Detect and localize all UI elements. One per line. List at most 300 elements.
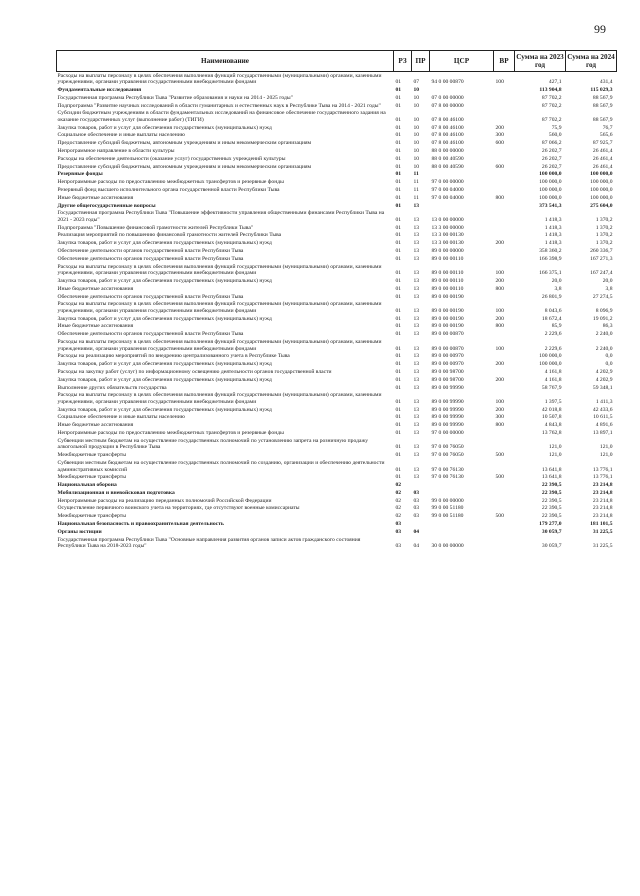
row-sum-2023: 22 390,5 xyxy=(541,497,562,504)
row-csr: 97 0 00 76050 xyxy=(431,452,464,459)
table-row xyxy=(57,155,617,163)
row-sum-2024: 1 370,2 xyxy=(595,240,613,247)
row-name: Резервные фонды xyxy=(57,171,103,178)
row-pr: 13 xyxy=(413,202,420,209)
row-vr xyxy=(494,94,515,102)
row-sum-2023: 1 418,3 xyxy=(544,216,562,223)
row-sum-2024: 100 000,0 xyxy=(590,194,613,201)
row-sum-2023: 18 672,4 xyxy=(541,315,562,322)
row-sum-2023: 42 018,8 xyxy=(541,406,562,413)
row-sum-2024: 121,0 xyxy=(599,452,613,459)
row-rz: 01 xyxy=(395,171,402,178)
row-rz: 01 xyxy=(395,430,402,436)
row-sum-2024: 431,4 xyxy=(599,79,613,86)
table-row xyxy=(57,505,617,513)
table-row xyxy=(57,277,617,285)
row-csr: 97 0 00 00000 xyxy=(431,179,464,186)
table-row xyxy=(57,132,617,140)
row-sum-2024: 1 370,2 xyxy=(595,216,613,223)
row-vr: 200 xyxy=(495,315,504,322)
budget-table xyxy=(56,50,617,550)
row-vr xyxy=(494,232,515,240)
row-pr: 13 xyxy=(413,368,420,375)
row-pr: 10 xyxy=(413,155,420,162)
table-row xyxy=(57,263,617,277)
row-name: Подпрограмма "Повышение финансовой грамотности жителей Республики Тыва" xyxy=(57,224,254,231)
row-sum-2024: 10 611,5 xyxy=(593,414,613,421)
row-csr: 89 0 00 98700 xyxy=(431,376,464,383)
row-pr: 13 xyxy=(413,331,420,338)
table-row xyxy=(57,124,617,132)
header-csr: ЦСР xyxy=(430,51,494,72)
row-name: Обеспечение деятельности органов государственной власти Республики Тыва xyxy=(57,293,244,300)
row-csr: 07 8 00 46100 xyxy=(431,132,464,139)
table-row xyxy=(57,171,617,179)
row-csr: 89 0 00 00110 xyxy=(431,270,464,277)
row-csr: 97 0 00 76050 xyxy=(431,444,464,451)
row-name: Подпрограмма "Развитие научных исследований в области гуманитарных и естественных наук в Республике Тыва на 2014 - 2021 годы" xyxy=(57,102,381,109)
row-sum-2024: 100 000,0 xyxy=(590,186,613,193)
row-pr: 11 xyxy=(413,171,419,178)
table-row xyxy=(57,414,617,422)
row-pr: 13 xyxy=(413,452,420,459)
row-sum-2024: 167 271,3 xyxy=(590,255,613,262)
row-vr: 800 xyxy=(495,422,504,429)
row-csr xyxy=(430,489,494,497)
row-name: Государственная программа Республики Тыва "Повышение эффективности управления общественными финансами Республики Тыва на 2021 - 2023 годы" xyxy=(57,210,385,223)
row-rz: 01 xyxy=(395,79,402,86)
row-sum-2024: 2 240,0 xyxy=(595,331,613,338)
row-csr xyxy=(430,171,494,179)
row-name: Органы юстиции xyxy=(57,528,102,535)
row-csr: 89 0 00 00190 xyxy=(431,315,464,322)
row-sum-2024: 1 411,3 xyxy=(595,398,613,405)
row-csr xyxy=(430,202,494,210)
row-vr xyxy=(494,497,515,505)
row-pr: 13 xyxy=(413,345,420,352)
table-row xyxy=(57,489,617,497)
row-name: Непрограммные расходы на реализацию переданных полномочий Российской Федерации xyxy=(57,497,272,504)
row-name: Межбюджетные трансферты xyxy=(57,452,126,459)
row-sum-2023: 20,0 xyxy=(551,277,562,284)
row-rz: 01 xyxy=(395,224,402,231)
table-row xyxy=(57,293,617,301)
row-pr: 13 xyxy=(413,255,420,262)
row-csr: 89 0 00 00870 xyxy=(431,331,464,338)
row-pr: 10 xyxy=(413,94,420,101)
row-sum-2023: 373 541,3 xyxy=(539,202,562,209)
row-rz: 03 xyxy=(395,543,402,550)
row-rz: 01 xyxy=(395,293,402,300)
row-rz: 01 xyxy=(395,345,402,352)
row-rz: 01 xyxy=(395,155,402,162)
row-csr: 94 0 00 00870 xyxy=(431,79,464,86)
row-sum-2023: 13 762,8 xyxy=(541,430,562,436)
row-sum-2023: 87 066,2 xyxy=(541,140,562,147)
row-name: Государственная программа Республики Тыва "Развитие образования и науки на 2014 - 2025 годы" xyxy=(57,94,293,101)
row-name: Межбюджетные трансферты xyxy=(57,513,126,520)
table-row xyxy=(57,285,617,293)
row-sum-2023: 166 398,9 xyxy=(539,255,562,262)
row-vr: 200 xyxy=(495,124,504,131)
row-pr xyxy=(412,482,430,490)
row-sum-2024: 1 370,2 xyxy=(595,232,613,239)
row-rz: 01 xyxy=(395,422,402,429)
table-row xyxy=(57,437,617,451)
row-sum-2024: 181 101,5 xyxy=(590,521,613,527)
row-name: Расходы на закупку работ (услуг) по информационному освещению деятельности органов государственной власти xyxy=(57,368,332,375)
row-pr: 10 xyxy=(413,86,420,93)
row-sum-2024: 31 225,5 xyxy=(592,528,613,535)
row-rz: 01 xyxy=(395,398,402,405)
row-sum-2023: 560,0 xyxy=(548,132,562,139)
row-csr xyxy=(430,86,494,94)
row-rz: 01 xyxy=(395,194,402,201)
row-pr: 10 xyxy=(413,163,420,170)
row-sum-2024: 20,0 xyxy=(602,277,613,284)
row-pr: 11 xyxy=(413,194,419,201)
header-sum-2023: Сумма на 2023 год xyxy=(515,51,566,72)
row-vr: 300 xyxy=(495,132,504,139)
row-name: Предоставление субсидий бюджетным, автономным учреждениям и иным некоммерческим организациям xyxy=(57,140,312,147)
row-sum-2023: 8 043,6 xyxy=(544,307,562,314)
row-name: Закупка товаров, работ и услуг для обеспечения государственных (муниципальных) нужд xyxy=(57,277,272,284)
row-pr: 04 xyxy=(413,543,420,550)
row-rz: 01 xyxy=(395,94,402,101)
row-vr xyxy=(494,536,515,550)
row-rz: 01 xyxy=(395,179,402,186)
row-rz: 01 xyxy=(395,232,402,239)
row-pr: 03 xyxy=(413,505,420,512)
row-sum-2024: 3,8 xyxy=(605,285,613,292)
row-sum-2024: 4 202,9 xyxy=(595,368,613,375)
row-rz: 01 xyxy=(395,384,402,391)
row-vr: 100 xyxy=(495,398,504,405)
row-pr: 13 xyxy=(413,307,420,314)
row-csr: 07 8 00 00000 xyxy=(431,102,464,109)
table-row xyxy=(57,240,617,248)
row-rz: 03 xyxy=(395,521,402,527)
row-vr: 200 xyxy=(495,361,504,368)
table-row xyxy=(57,140,617,148)
row-pr: 13 xyxy=(413,414,420,421)
row-rz: 01 xyxy=(395,270,402,277)
row-pr: 11 xyxy=(413,186,419,193)
row-sum-2024: 4 202,9 xyxy=(595,376,613,383)
row-name: Реализация мероприятий по повышению финансовой грамотности жителей Республики Тыва xyxy=(57,232,282,239)
row-sum-2023: 3,8 xyxy=(554,285,562,292)
row-name: Расходы на выплаты персоналу в целях обеспечения выполнения функций государственными (муниципальными) органами, казенными учреждениями, органами управления государственными внебюджетными фондами xyxy=(57,263,382,277)
row-sum-2023: 22 390,5 xyxy=(541,505,562,512)
row-vr xyxy=(494,86,515,94)
header-pr: ПР xyxy=(412,51,430,72)
table-row xyxy=(57,474,617,482)
row-vr xyxy=(494,147,515,155)
row-name: Фундаментальные исследования xyxy=(57,86,142,93)
row-sum-2023: 100 000,0 xyxy=(539,361,562,368)
row-rz: 01 xyxy=(395,86,402,93)
row-name: Расходы на выплаты персоналу в целях обеспечения выполнения функций государственными (муниципальными) органами, казенными учреждениями, органами управления государственными внебюджетными фондами xyxy=(57,339,382,352)
row-rz: 01 xyxy=(395,248,402,254)
row-sum-2023: 30 059,7 xyxy=(541,528,562,535)
row-csr: 07 8 00 46100 xyxy=(431,124,464,131)
row-sum-2024: 76,7 xyxy=(602,124,613,131)
row-rz: 02 xyxy=(395,489,402,496)
row-pr: 13 xyxy=(413,270,420,277)
table-header-row xyxy=(57,51,617,72)
table-row xyxy=(57,376,617,384)
table-row xyxy=(57,224,617,232)
row-csr: 89 0 00 00110 xyxy=(431,255,464,262)
row-sum-2024: 275 604,0 xyxy=(590,202,613,209)
row-vr xyxy=(494,429,515,437)
row-sum-2024: 27 274,5 xyxy=(592,293,613,300)
row-pr: 13 xyxy=(413,285,420,292)
row-sum-2023: 166 375,1 xyxy=(539,270,562,277)
table-row xyxy=(57,301,617,315)
row-csr: 89 0 00 00970 xyxy=(431,353,464,360)
row-name: Национальная оборона xyxy=(57,482,117,489)
row-sum-2024: 88 567,9 xyxy=(592,116,613,123)
row-pr: 13 xyxy=(413,422,420,429)
table-row xyxy=(57,163,617,171)
header-sum-2024: Сумма на 2024 год xyxy=(566,51,617,72)
table-row xyxy=(57,536,617,550)
row-vr xyxy=(494,459,515,473)
row-csr: 97 0 00 76130 xyxy=(431,474,464,481)
table-row xyxy=(57,110,617,124)
row-sum-2023: 13 641,8 xyxy=(541,466,562,473)
row-csr: 13 0 00 00000 xyxy=(431,216,464,223)
row-sum-2024: 167 247,4 xyxy=(590,270,613,277)
table-row xyxy=(57,368,617,376)
row-sum-2023: 121,0 xyxy=(548,444,562,451)
row-rz: 03 xyxy=(395,528,402,535)
row-pr: 11 xyxy=(413,179,419,186)
row-csr: 97 0 00 04000 xyxy=(431,186,464,193)
row-name: Обеспечение деятельности органов государственной власти Республики Тыва xyxy=(57,248,244,254)
row-rz: 01 xyxy=(395,124,402,131)
row-csr: 13 3 00 00000 xyxy=(431,224,464,231)
row-rz: 01 xyxy=(395,414,402,421)
row-sum-2023: 100 000,0 xyxy=(539,171,562,178)
row-sum-2023: 100 000,0 xyxy=(539,353,562,360)
row-rz: 01 xyxy=(395,102,402,109)
row-rz: 01 xyxy=(395,132,402,139)
row-sum-2024: 13 776,1 xyxy=(592,474,613,481)
table-row xyxy=(57,384,617,392)
row-rz: 02 xyxy=(395,513,402,520)
row-name: Национальная безопасность и правоохранительная деятельность xyxy=(57,521,224,527)
row-sum-2024: 8 096,9 xyxy=(595,307,613,314)
row-vr xyxy=(494,179,515,187)
row-vr xyxy=(494,437,515,451)
row-sum-2024: 2 240,0 xyxy=(595,345,613,352)
row-rz: 01 xyxy=(395,186,402,193)
row-sum-2023: 100 000,0 xyxy=(539,194,562,201)
row-csr: 89 0 00 00870 xyxy=(431,345,464,352)
table-row xyxy=(57,331,617,339)
row-csr: 88 0 00 40590 xyxy=(431,155,464,162)
row-vr xyxy=(494,110,515,124)
row-pr: 13 xyxy=(413,293,420,300)
row-rz: 01 xyxy=(395,368,402,375)
row-sum-2023: 358 360,2 xyxy=(539,248,562,254)
row-pr: 10 xyxy=(413,102,420,109)
row-sum-2024: 87 925,7 xyxy=(592,140,613,147)
row-rz: 01 xyxy=(395,140,402,147)
table-row xyxy=(57,513,617,521)
table-row xyxy=(57,315,617,323)
row-pr: 03 xyxy=(413,513,420,520)
row-name: Расходы на выплаты персоналу в целях обеспечения выполнения функций государственными (муниципальными) органами, казенными учреждениями, органами управления государственными внебюджетными фондами xyxy=(57,301,382,314)
table-row xyxy=(57,94,617,102)
row-sum-2023: 26 202,7 xyxy=(541,155,562,162)
row-csr: 13 3 00 00130 xyxy=(431,232,464,239)
row-sum-2023: 22 390,5 xyxy=(541,489,562,496)
row-rz: 01 xyxy=(395,116,402,123)
row-rz: 01 xyxy=(395,376,402,383)
table-row xyxy=(57,406,617,414)
row-rz: 01 xyxy=(395,361,402,368)
row-sum-2024: 86,3 xyxy=(602,323,613,330)
table-row xyxy=(57,338,617,352)
row-name: Иные бюджетные ассигнования xyxy=(57,194,134,201)
row-vr xyxy=(494,384,515,392)
table-row xyxy=(57,429,617,437)
row-sum-2023: 75,9 xyxy=(551,124,562,131)
row-csr: 89 0 00 00110 xyxy=(431,277,464,284)
row-vr xyxy=(494,489,515,497)
row-rz: 01 xyxy=(395,452,402,459)
row-pr: 10 xyxy=(413,140,420,147)
table-row xyxy=(57,255,617,263)
table-row xyxy=(57,528,617,536)
row-sum-2024: 23 214,8 xyxy=(592,497,613,504)
row-sum-2023: 2 229,6 xyxy=(544,345,562,352)
row-vr xyxy=(494,202,515,210)
row-pr: 13 xyxy=(413,398,420,405)
row-sum-2023: 87 702,2 xyxy=(541,102,562,109)
row-csr: 89 0 00 99990 xyxy=(431,398,464,405)
row-name: Другие общегосударственные вопросы xyxy=(57,202,156,209)
row-name: Расходы на выплаты персоналу в целях обеспечения выполнения функций государственными (муниципальными) органами, казенными учреждениями, органами управления государственными внебюджетными фондами xyxy=(57,392,382,405)
row-vr xyxy=(494,482,515,490)
row-pr: 13 xyxy=(413,216,420,223)
row-name: Иные бюджетные ассигнования xyxy=(57,422,134,429)
row-pr: 13 xyxy=(413,384,420,391)
row-name: Иные бюджетные ассигнования xyxy=(57,285,134,292)
row-csr: 07 8 00 46100 xyxy=(431,140,464,147)
row-rz: 01 xyxy=(395,285,402,292)
row-rz: 01 xyxy=(395,331,402,338)
row-rz: 01 xyxy=(395,163,402,170)
row-name: Закупка товаров, работ и услуг для обеспечения государственных (муниципальных) нужд xyxy=(57,361,272,368)
row-name: Субсидии бюджетным учреждениям в области фундаментальных исследований на финансовое обеспечение государственного задания на оказание государственных услуг (выполнение работ) (ТИГИ) xyxy=(57,110,386,123)
row-vr: 200 xyxy=(495,277,504,284)
row-sum-2024: 19 091,2 xyxy=(592,315,613,322)
row-name: Иные бюджетные ассигнования xyxy=(57,323,134,330)
row-name: Закупка товаров, работ и услуг для обеспечения государственных (муниципальных) нужд xyxy=(57,406,272,413)
row-name: Субвенции местным бюджетам на осуществление государственных полномочий по установлению запрета на розничную продажу алкогольной продукции в Республике Тыва xyxy=(57,437,369,451)
row-name: Закупка товаров, работ и услуг для обеспечения государственных (муниципальных) нужд xyxy=(57,315,272,322)
row-sum-2024: 0,0 xyxy=(605,361,613,368)
row-sum-2024: 13 776,1 xyxy=(592,466,613,473)
row-csr: 88 0 00 40590 xyxy=(431,163,464,170)
row-rz: 01 xyxy=(395,474,402,481)
row-name: Непрограммное направление в области культуры xyxy=(57,148,175,155)
row-csr: 89 0 00 99990 xyxy=(431,414,464,421)
row-sum-2023: 4 161,8 xyxy=(544,368,562,375)
table-row xyxy=(57,72,617,87)
row-vr: 800 xyxy=(495,285,504,292)
table-row xyxy=(57,520,617,528)
table-row xyxy=(57,232,617,240)
row-pr xyxy=(412,520,430,528)
row-vr: 600 xyxy=(495,140,504,147)
row-sum-2024: 0,0 xyxy=(605,353,613,360)
row-rz: 01 xyxy=(395,353,402,360)
row-name: Закупка товаров, работ и услуг для обеспечения государственных (муниципальных) нужд xyxy=(57,376,272,383)
row-sum-2023: 30 059,7 xyxy=(541,543,562,550)
header-rz: РЗ xyxy=(394,51,412,72)
table-row xyxy=(57,323,617,331)
table-row xyxy=(57,102,617,110)
table-row xyxy=(57,459,617,473)
page-number: 99 xyxy=(594,22,606,36)
row-vr xyxy=(494,155,515,163)
row-sum-2023: 22 390,5 xyxy=(541,513,562,520)
table-row xyxy=(57,482,617,490)
row-vr xyxy=(494,102,515,110)
row-sum-2024: 121,0 xyxy=(599,444,613,451)
row-rz: 01 xyxy=(395,216,402,223)
row-pr: 13 xyxy=(413,406,420,413)
row-pr: 10 xyxy=(413,148,420,155)
row-vr: 100 xyxy=(495,270,504,277)
row-sum-2023: 100 000,0 xyxy=(539,186,562,193)
row-vr xyxy=(494,331,515,339)
table-row xyxy=(57,361,617,369)
row-vr xyxy=(494,528,515,536)
row-sum-2024: 26 461,4 xyxy=(592,155,613,162)
row-pr: 10 xyxy=(413,132,420,139)
table-row xyxy=(57,452,617,460)
row-csr: 88 0 00 00000 xyxy=(431,148,464,155)
row-csr: 89 0 00 00110 xyxy=(431,285,464,292)
row-pr: 13 xyxy=(413,444,420,451)
row-vr: 300 xyxy=(495,414,504,421)
row-sum-2024: 23 214,8 xyxy=(592,482,613,489)
row-rz: 01 xyxy=(395,406,402,413)
row-sum-2023: 26 202,7 xyxy=(541,148,562,155)
row-name: Государственная программа Республики Тыва "Основные направления развития органов записи актов гражданского состояния Республики Тыва на 2018-2023 годы" xyxy=(57,536,361,550)
row-sum-2023: 1 418,3 xyxy=(544,232,562,239)
row-csr xyxy=(430,528,494,536)
table-row xyxy=(57,186,617,194)
row-csr: 89 0 00 00190 xyxy=(431,323,464,330)
row-sum-2024: 4 891,6 xyxy=(595,422,613,429)
row-vr xyxy=(494,368,515,376)
row-pr: 03 xyxy=(413,489,420,496)
row-csr: 89 0 00 00190 xyxy=(431,307,464,314)
row-vr: 200 xyxy=(495,406,504,413)
row-rz: 02 xyxy=(395,482,402,489)
row-vr xyxy=(494,505,515,513)
row-rz: 01 xyxy=(395,148,402,155)
row-sum-2024: 100 000,0 xyxy=(590,171,613,178)
row-vr xyxy=(494,210,515,224)
